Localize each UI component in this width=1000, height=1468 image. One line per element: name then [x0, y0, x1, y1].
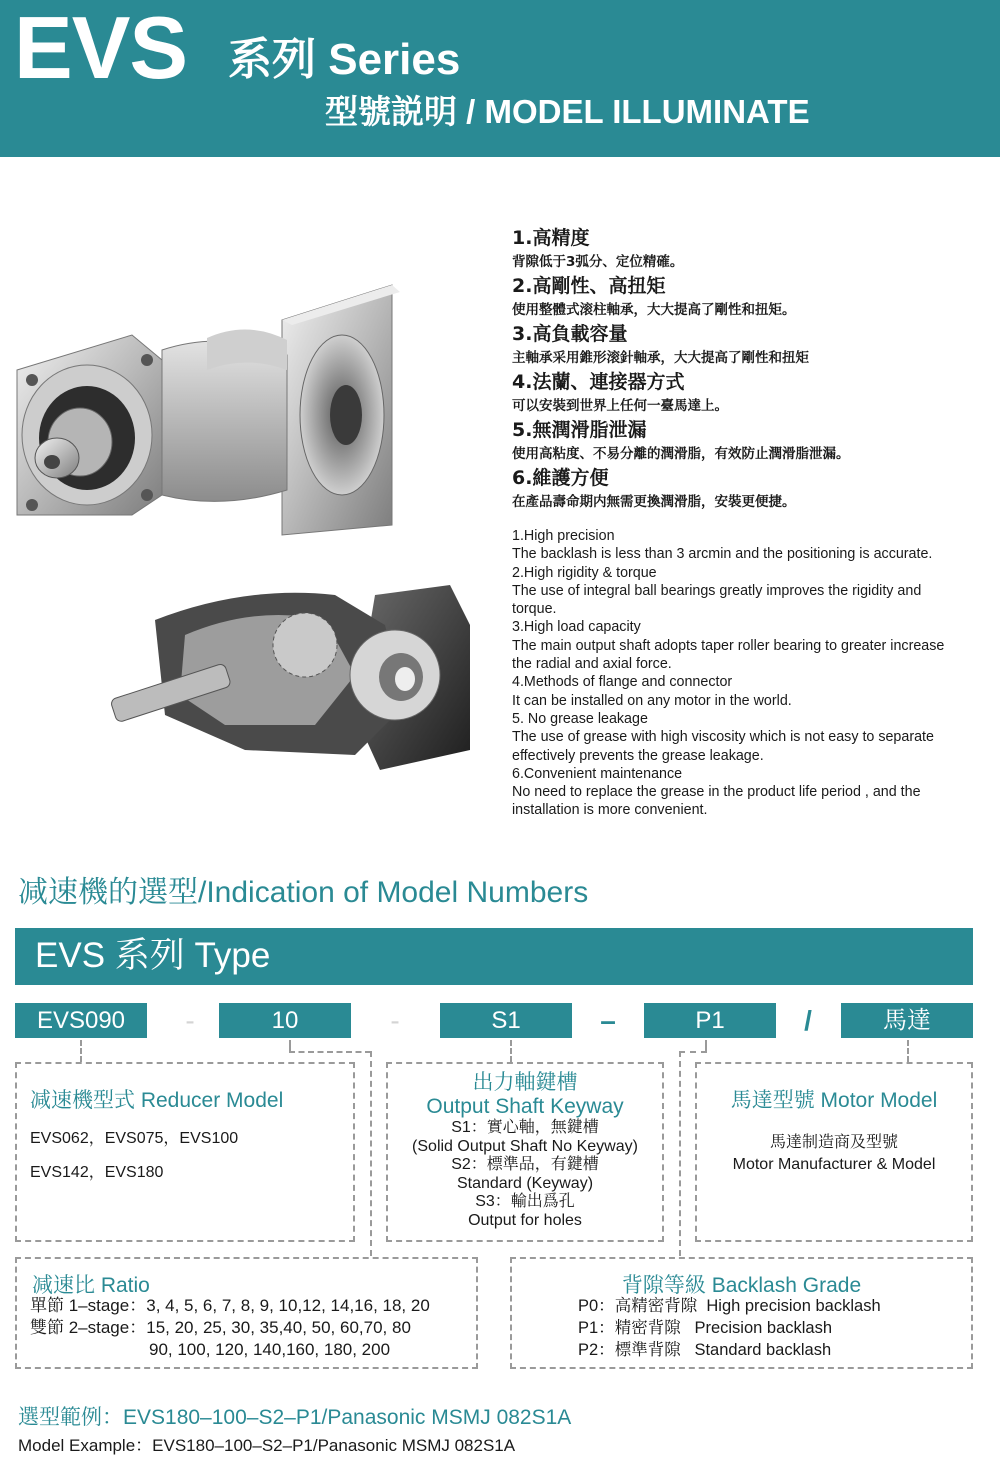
feature-en-desc: No need to replace the grease in the product life period , and the installation is more convenient.: [512, 784, 921, 819]
reducer-model-box: [15, 1062, 355, 1242]
code-separator: -: [390, 1005, 400, 1036]
ratio-row-values: 90, 100, 120, 140,160, 180, 200: [149, 1340, 391, 1359]
code-separator: -: [185, 1005, 195, 1036]
ratio-row: [30, 1317, 411, 1339]
feature-en-title: 6.Convenient maintenance: [512, 765, 683, 782]
backlash-en: Standard backlash: [694, 1341, 832, 1359]
output-shaft-line: S1：實心軸，無鍵槽: [451, 1119, 599, 1136]
output-shaft-title-cn: 出力軸鍵槽: [472, 1071, 578, 1094]
feature-en-desc: It can be installed on any motor in the world.: [512, 692, 792, 709]
connector-line: [679, 1051, 707, 1053]
motor-model-box: [695, 1062, 973, 1242]
feature-cn-desc: 背隙低于3弧分、定位精確。: [512, 254, 684, 270]
ratio-row-label: 雙節 2–stage：: [30, 1318, 147, 1337]
type-bar-label: EVS 系列 Type: [35, 936, 271, 975]
type-bar: [15, 928, 973, 985]
code-ratio: 10: [219, 1003, 351, 1038]
code-shaft: S1: [440, 1003, 572, 1038]
reducer-model-line: EVS142，EVS180: [30, 1164, 164, 1181]
feature-en-title: 3.High load capacity: [512, 619, 641, 636]
feature-en-title: 2.High rigidity & torque: [512, 564, 657, 581]
features-english: [512, 527, 957, 820]
feature-en-desc: The main output shaft adopts taper roller bearing to greater increase the radial and axial force.: [512, 637, 945, 673]
connector-line: [80, 1040, 82, 1062]
model-example-en: Model Example：EVS180–100–S2–P1/Panasonic MSMJ 082S1A: [18, 1436, 516, 1455]
ratio-row: [149, 1339, 390, 1361]
feature-cn-desc: 在產品壽命期内無需更換潤滑脂，安裝更便捷。: [512, 494, 796, 510]
ratio-row-values: 15, 20, 25, 30, 35,40, 50, 60,70, 80: [146, 1318, 411, 1337]
reducer-model-line: EVS062，EVS075，EVS100: [30, 1130, 239, 1147]
connector-line: [510, 1040, 512, 1062]
feature-cn-desc: 可以安裝到世界上任何一臺馬達上。: [512, 398, 728, 414]
feature-cn-desc: 主軸承采用錐形滚針軸承，大大提高了剛性和扭矩: [512, 350, 809, 366]
backlash-box: [510, 1257, 973, 1369]
code-motor: 馬達: [841, 1003, 973, 1038]
connector-line: [907, 1040, 909, 1062]
output-shaft-line: (Solid Output Shaft No Keyway): [412, 1137, 638, 1155]
connector-line: [679, 1051, 681, 1256]
output-shaft-line: S3：輸出爲孔: [475, 1193, 575, 1210]
code-backlash: P1: [644, 1003, 776, 1038]
ratio-row-values: 3, 4, 5, 6, 7, 8, 9, 10,12, 14,16, 18, 20: [146, 1296, 430, 1315]
feature-cn-desc: 使用高粘度、不易分離的潤滑脂，有效防止潤滑脂泄漏。: [512, 446, 850, 462]
model-illuminate-title: 型號説明 / MODEL ILLUMINATE: [325, 93, 810, 130]
feature-cn-title: 3.高負載容量: [512, 323, 628, 345]
backlash-cn: 高精密背隙: [614, 1297, 698, 1315]
gearbox-cutaway-photo: [105, 565, 470, 775]
ratio-row: [30, 1295, 430, 1317]
feature-cn-title: 5.無潤滑脂泄漏: [512, 419, 647, 441]
ratio-row-label: 單節 1–stage：: [30, 1296, 147, 1315]
backlash-row: [578, 1339, 831, 1361]
output-shaft-box: [386, 1062, 664, 1242]
feature-en-desc: The use of integral ball bearings greatly improves the rigidity and torque.: [512, 582, 922, 618]
feature-cn-title: 2.高剛性、高扭矩: [512, 275, 666, 297]
series-title: 系列 Series: [228, 35, 461, 84]
brand-title: EVS: [14, 0, 188, 97]
ratio-title: 减速比 Ratio: [32, 1274, 150, 1297]
code-separator: –: [600, 1005, 616, 1036]
backlash-cn: 精密背隙: [614, 1319, 681, 1337]
backlash-row: [578, 1317, 832, 1339]
section-title: 减速機的選型/Indication of Model Numbers: [18, 876, 589, 909]
feature-cn-title: 6.維護方便: [512, 467, 609, 489]
gearbox-photo: [12, 280, 472, 545]
motor-model-line: 馬達制造商及型號: [769, 1134, 898, 1151]
output-shaft-line: Standard (Keyway): [456, 1174, 594, 1192]
backlash-cn: 標準背隙: [614, 1341, 681, 1359]
backlash-code: P0：: [578, 1297, 615, 1315]
connector-line: [289, 1051, 371, 1053]
feature-en-desc: The use of grease with high viscosity which is not easy to separate effectively prevents the grease leakage.: [512, 729, 934, 764]
backlash-code: P2：: [578, 1341, 615, 1359]
backlash-en: High precision backlash: [706, 1297, 881, 1315]
feature-cn-title: 1.高精度: [512, 227, 590, 249]
model-example-cn: 選型範例：EVS180–100–S2–P1/Panasonic MSMJ 082S1A: [18, 1406, 572, 1429]
output-shaft-line: Output for holes: [468, 1211, 582, 1229]
feature-en-title: 4.Methods of flange and connector: [512, 674, 733, 691]
motor-model-title: 馬達型號 Motor Model: [730, 1089, 938, 1112]
code-model: EVS090: [15, 1003, 147, 1038]
feature-cn-title: 4.法蘭、連接器方式: [512, 371, 685, 393]
backlash-title: 背隙等級 Backlash Grade: [621, 1274, 862, 1297]
feature-en-desc: The backlash is less than 3 arcmin and the positioning is accurate.: [512, 546, 933, 563]
backlash-en: Precision backlash: [694, 1319, 833, 1337]
motor-model-line: Motor Manufacturer & Model: [732, 1156, 936, 1173]
feature-en-title: 1.High precision: [512, 528, 615, 544]
output-shaft-title-en: Output Shaft Keyway: [426, 1095, 624, 1118]
connector-line: [370, 1051, 372, 1256]
backlash-code: P1：: [578, 1319, 615, 1337]
ratio-box: [15, 1257, 478, 1369]
output-shaft-line: S2：標準品，有鍵槽: [451, 1156, 599, 1173]
reducer-model-title: 减速機型式 Reducer Model: [30, 1089, 284, 1112]
backlash-row: [578, 1295, 881, 1317]
code-separator: /: [804, 1005, 812, 1036]
feature-cn-desc: 使用整體式滚柱軸承，大大提高了剛性和扭矩。: [512, 302, 796, 318]
features-chinese: [512, 226, 982, 514]
header-banner: [0, 0, 1000, 157]
feature-en-title: 5. No grease leakage: [512, 710, 648, 727]
